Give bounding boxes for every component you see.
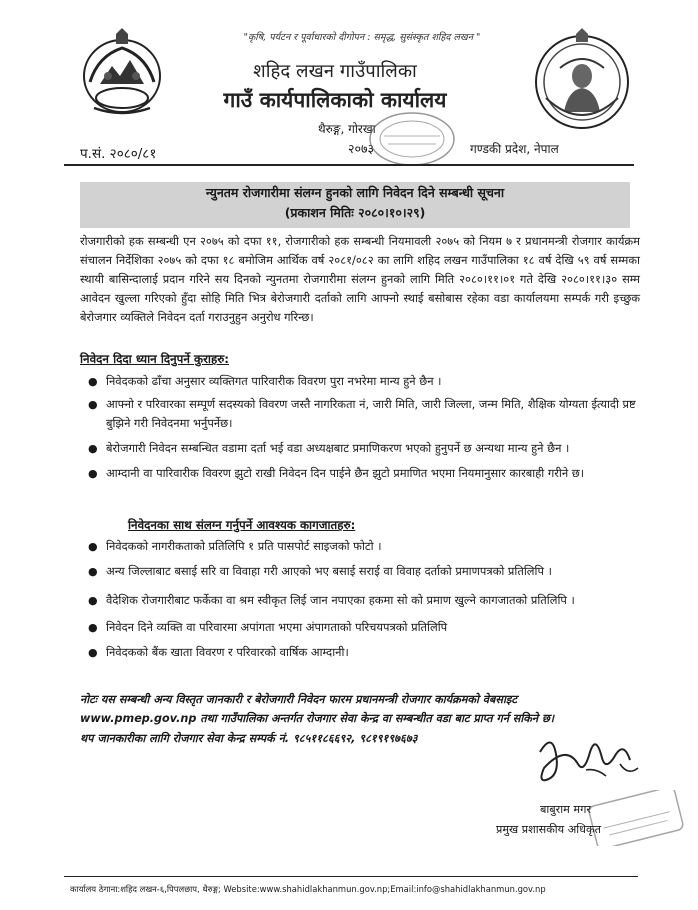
signatory-name: बाबुराम मगर bbox=[540, 803, 591, 816]
bullet-icon: ● bbox=[88, 565, 98, 578]
stamp-year: २०७३ bbox=[348, 141, 375, 156]
note-line-2: www.pmep.gov.np तथा गाउँपालिका अन्तर्गत रोजगार सेवा केन्द्र वा सम्बन्धीत वडा बाट प्राप्त गर्न सकिने छ। bbox=[80, 712, 555, 725]
list-item: ● अन्य जिल्लाबाट बसाई सरि वा विवाहा गरी आएको भए बसाई सराई वा विवाह दर्ताको प्रमाणपत्रको प्रतिलिपि । bbox=[88, 562, 648, 581]
bullet-icon: ● bbox=[88, 398, 98, 411]
signature-icon bbox=[526, 724, 646, 794]
office-name: गाउँ कार्यपालिकाको कार्यालय bbox=[223, 88, 447, 112]
reference-number: प.सं. २०८०/८१ bbox=[80, 146, 157, 162]
documents-list bbox=[88, 537, 648, 662]
signatory-title: प्रमुख प्रशासकीय अधिकृत bbox=[496, 823, 602, 836]
nepal-emblem-icon bbox=[78, 26, 166, 118]
note-line-3: थप जानकारीका लागि रोजगार सेवा केन्द्र सम्पर्क नं. ९८५११८६६९२, ९८१९१९७६७३ bbox=[80, 732, 418, 745]
bullet-icon: ● bbox=[88, 646, 98, 659]
bullet-icon: ● bbox=[88, 540, 98, 553]
list-item: ● निवेदकको बैंक खाता विवरण र परिवारको वार्षिक आम्दानी। bbox=[88, 643, 648, 662]
province-name: गण्डकी प्रदेश, नेपाल bbox=[470, 142, 559, 156]
list-item: ● निवेदन दिने व्यक्ति वा परिवारमा अपांगता भएमा अंपागताको परिचयपत्रको प्रतिलिपि bbox=[88, 618, 648, 637]
section-heading-documents: निवेदनका साथ संलग्न गर्नुपर्ने आवश्यक कागजातहरु: bbox=[128, 518, 356, 532]
list-item: ● आम्दानी वा पारिवारीक विवरण झुटो राखी निवेदन दिन पाईने छैन झुटो प्रमाणित भएमा नियमानुसार कारबाही गरीने छ। bbox=[88, 464, 648, 483]
note-line-1: नोटः यस सम्बन्धी अन्य विस्तृत जानकारी र बेरोजगारी निवेदन फारम प्रधानमन्त्री रोजगार कार्यक्रमको वेबसाइट bbox=[80, 693, 518, 706]
list-item: ● बेरोजगारी निवेदन सम्बन्धित वडामा दर्ता भई वडा अध्यक्षबाट प्रमाणिकरण भएको हुनुपर्ने छ अन्यथा मान्य हुने छैन । bbox=[88, 439, 648, 458]
bullet-icon: ● bbox=[88, 467, 98, 480]
bullet-icon: ● bbox=[88, 621, 98, 634]
list-item: ● निवेदकको ढाँचा अनुसार व्यक्तिगत पारिवारीक विवरण पुरा नभरेमा मान्य हुने छैन । bbox=[88, 372, 648, 391]
list-item: ● निवेदकको नागरीकताको प्रतिलिपि १ प्रति पासपोर्ट साइजको फोटो । bbox=[88, 537, 648, 556]
instructions-list bbox=[88, 372, 648, 483]
header-divider bbox=[64, 164, 634, 166]
official-seal-icon bbox=[588, 790, 684, 846]
received-stamp-icon bbox=[366, 108, 458, 170]
bullet-icon: ● bbox=[88, 594, 98, 607]
notice-body: रोजगारीको हक सम्बन्धी एन २०७५ को दफा ११, रोजगारीको हक सम्बन्धी नियमावली २०७५ को नियम ७ र प्रधानमन्त्री रोजगार कार्यक्रम संचालन निर्देशिका २०७५ को दफा १८ बमोजिम आर्थिक वर्ष २०८१/०८२ का लागि शहिद लखन गाउँपालिका १८ वर्ष देखि ५९ वर्ष सम्मका स्थायी बासिन्दालाई प्रदान गरिने सय दिनको न्युनतमा रोजगारीमा संलग्न हुनको लागि मिति २०८०।११।०१ गते देखि २०८०।११।३० सम्म आवेदन खुल्ला गरिएको हुँदा सोहि मिति भित्र बेरोजगारी दर्ताको लागि आफ्नो स्थाई बसोबास रहेका वडा कार्यालयमा सम्पर्क गरी इच्छुक बेरोजगार व्यक्तिले निवेदन दर्ता गराउनुहुन अनुरोध गरिन्छ। bbox=[80, 234, 640, 324]
notice-publication-date: (प्रकाशन मितिः २०८०।१०।२९) bbox=[284, 205, 426, 220]
bullet-icon: ● bbox=[88, 442, 98, 455]
letterhead-slogan: "कृषि, पर्यटन र पूर्वाधारको दीगोपन : समृद्ध, सुसंस्कृत शहिद लखन " bbox=[243, 32, 481, 43]
notice-title: न्युनतम रोजगारीमा संलग्न हुनको लागि निवेदन दिने सम्बन्धी सूचना bbox=[205, 185, 505, 200]
municipality-name: शहिद लखन गाउँपालिका bbox=[253, 61, 417, 82]
municipality-emblem-icon bbox=[532, 28, 632, 132]
list-item: ● वैदेशिक रोजगारीबाट फर्केका वा श्रम स्वीकृत लिई जान नपाएका हकमा सो को प्रमाण खुल्ने कागजातको प्रतिलिपि । bbox=[88, 591, 648, 610]
section-heading-instructions: निवेदन दिदा ध्यान दिनुपर्ने कुराहरु: bbox=[80, 352, 230, 366]
list-item: ● आफ्नो र परिवारका सम्पूर्ण सदस्यको विवरण जस्तै नागरिकता नं, जारी मिति, जारी जिल्ला, जन्म मिति, शैक्षिक योग्यता ईत्यादी प्रष्ट बुझिने गरी निवेदनमा भर्नुपर्नेछ। bbox=[88, 397, 636, 430]
footer-divider bbox=[64, 876, 638, 877]
footer-contact: कार्यालय ठेगाना:शहिद लखन-६,पिपलछाप, थैरुङ्ग; Website:www.shahidlakhanmun.gov.np;Email:info@shahidlakhanmun.gov.np bbox=[70, 884, 546, 894]
office-address: थैरुङ्ग, गोरखा bbox=[318, 122, 376, 136]
bullet-icon: ● bbox=[88, 375, 98, 388]
